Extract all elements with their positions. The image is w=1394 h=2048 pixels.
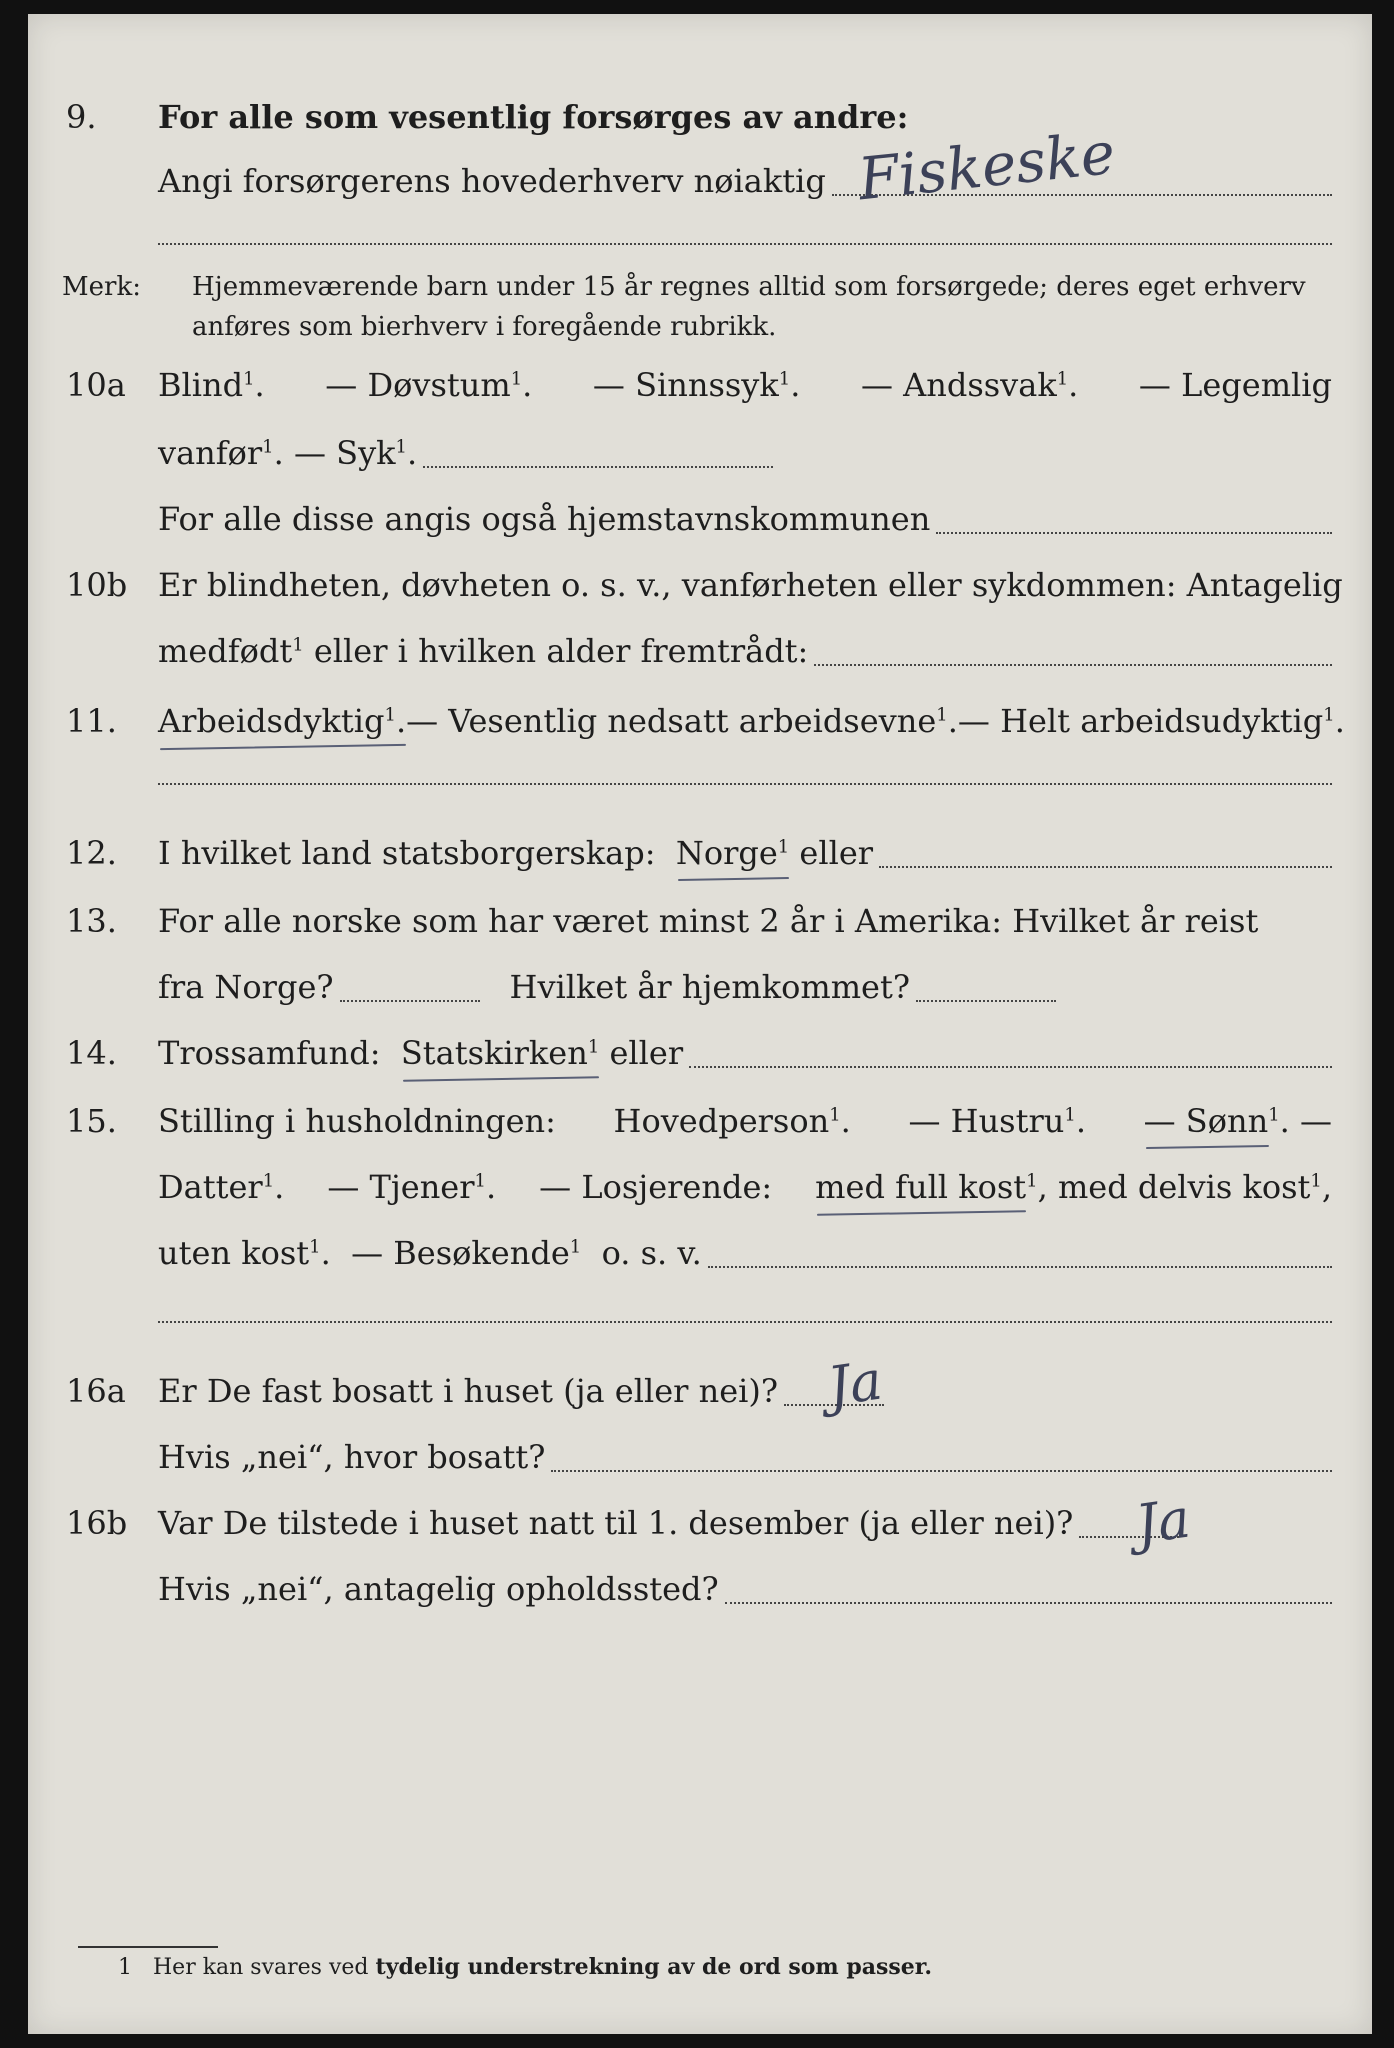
q15-stilling-field[interactable] [708, 1265, 1332, 1268]
q16b-opholdssted-field[interactable] [725, 1601, 1332, 1604]
q14-number: 14. [66, 1034, 117, 1072]
q13-line2 [158, 968, 1332, 1012]
q10b-number: 10b [66, 566, 128, 604]
q12-opt-eller: eller [799, 834, 874, 872]
q10a-blind: Blind$^1$. [158, 366, 265, 404]
q9-line2-text: Angi forsørgerens hovederhverv nøiaktig [158, 162, 826, 200]
q9-handwritten-answer: Fiskeske [855, 118, 1119, 214]
q16b-line1-text: Var De tilstede i huset natt til 1. desember (ja eller nei)? [158, 1504, 1074, 1542]
q11-opt-udyktig: — Helt arbeidsudyktig$^1$. [957, 702, 1345, 740]
q10a-legemlig: — Legemlig [1138, 366, 1332, 404]
q15-hovedperson: Hovedperson$^1$. [613, 1102, 851, 1140]
q9-line2 [158, 162, 1332, 206]
q15-tjener: — Tjener$^1$. [327, 1168, 497, 1206]
q10b-line2-text: eller i hvilken alder fremtrådt: [313, 632, 809, 670]
census-form-page [28, 14, 1372, 2034]
q11-number: 11. [66, 702, 117, 740]
q13-number: 13. [66, 902, 117, 940]
q15-line2 [158, 1168, 1332, 1212]
q10a-line1 [158, 366, 1332, 410]
q9-extra-line [158, 242, 1332, 245]
q10a-andssvak: — Andssvak$^1$. [860, 366, 1079, 404]
q9-line1-text: For alle som vesentlig forsørges av andre: [158, 98, 909, 136]
footnote-rule [78, 1946, 218, 1949]
q15-stilling: Stilling i husholdningen: [158, 1102, 556, 1140]
q13-reist-field[interactable] [340, 999, 480, 1002]
q14-opt-eller: eller [609, 1034, 684, 1072]
q10b-medfodt: medfødt$^1$ [158, 632, 304, 670]
q11-opt-nedsatt: — Vesentlig nedsatt arbeidsevne$^1$. [406, 702, 958, 740]
merk-line2: anføres som bierhverv i foregående rubrikk. [192, 312, 777, 342]
q11-extra-line [158, 782, 1332, 785]
q11-line1 [158, 702, 1345, 746]
q15-datter: Datter$^1$. [158, 1168, 285, 1206]
q9-number: 9. [66, 98, 97, 136]
q10a-vanfor: vanfør$^1$. [158, 434, 284, 472]
q10a-line3-text: For alle disse angis også hjemstavnskommunen [158, 500, 931, 538]
footnote-text: Her kan svares ved [152, 1955, 369, 1980]
q13-hjemkommet-field[interactable] [916, 999, 1056, 1002]
q10a-syk-field[interactable] [423, 465, 773, 468]
q16a-handwritten-answer: Ja [823, 1348, 886, 1419]
footnote-bold: tydelig understrekning av de ord som passer. [375, 1954, 932, 1980]
q12-opt-norge: Norge$^1$ [675, 834, 790, 872]
q12-line [158, 834, 1332, 878]
q10b-line2 [158, 632, 1332, 676]
q16a-bosatt-field[interactable] [551, 1469, 1332, 1472]
q16b-number: 16b [66, 1504, 128, 1542]
q15-line1 [158, 1102, 1332, 1146]
q10b-line1-text: Er blindheten, døvheten o. s. v., vanførheten eller sykdommen: Antagelig [158, 566, 1343, 604]
q16b-line2 [158, 1570, 1332, 1614]
q15-hustru: — Hustru$^1$. [908, 1102, 1086, 1140]
q16b-handwritten-answer: Ja [1131, 1486, 1194, 1557]
q15-extra-line [158, 1320, 1332, 1323]
q10b-line1 [158, 566, 1343, 610]
q10a-line3 [158, 500, 1332, 544]
q16a-number: 16a [66, 1372, 126, 1410]
q14-line [158, 1034, 1332, 1078]
q12-country-field[interactable] [879, 865, 1332, 868]
q13-hjemkommet-label: Hvilket år hjemkommet? [509, 968, 910, 1006]
merk-line1: Hjemmeværende barn under 15 år regnes alltid som forsørgede; deres eget erhverv [192, 272, 1306, 302]
q16a-line1 [158, 1372, 1332, 1416]
q15-osv: o. s. v. [601, 1234, 702, 1272]
q12-number: 12. [66, 834, 117, 872]
q15-losjerende: — Losjerende: [539, 1168, 773, 1206]
q16a-line2 [158, 1438, 1332, 1482]
q15-line3 [158, 1234, 1332, 1278]
q13-line1 [158, 902, 1332, 946]
q11-opt-arbeidsdyktig: Arbeidsdyktig$^1$. [158, 702, 407, 740]
q10a-hjemstavn-field[interactable] [936, 531, 1332, 534]
q16b-line2-text: Hvis „nei“, antagelig opholdssted? [158, 1570, 719, 1608]
q16a-line1-text: Er De fast bosatt i huset (ja eller nei)? [158, 1372, 779, 1410]
q10a-sinnssyk: — Sinnssyk$^1$. [592, 366, 801, 404]
merk-label: Merk: [62, 272, 141, 302]
q9-line1 [158, 98, 1332, 142]
q12-text: I hvilket land statsborgerskap: [158, 834, 656, 872]
footnote [118, 1954, 932, 1980]
q10a-line2 [158, 434, 1332, 478]
q10a-syk: — Syk$^1$. [293, 434, 418, 472]
footnote-mark: 1 [118, 1955, 132, 1980]
q14-opt-statskirken: Statskirken$^1$ [400, 1034, 600, 1072]
q15-full-kost: med full kost$^1$, med delvis kost$^1$, [815, 1168, 1332, 1206]
q10b-alder-field[interactable] [814, 663, 1332, 666]
q10a-number: 10a [66, 366, 126, 404]
q15-besokende: — Besøkende$^1$ [351, 1234, 582, 1272]
q14-text: Trossamfund: [158, 1034, 381, 1072]
q13-line1-text: For alle norske som har været minst 2 år i Amerika: Hvilket år reist [158, 902, 1259, 940]
q14-trossamfund-field[interactable] [689, 1065, 1332, 1068]
q15-number: 15. [66, 1102, 117, 1140]
q13-reist-label: fra Norge? [158, 968, 334, 1006]
q15-sonn: — Sønn$^1$. — [1143, 1102, 1332, 1140]
q15-uten-kost: uten kost$^1$. [158, 1234, 331, 1272]
q10a-dovstum: — Døvstum$^1$. [325, 366, 533, 404]
q16a-line2-text: Hvis „nei“, hvor bosatt? [158, 1438, 546, 1476]
